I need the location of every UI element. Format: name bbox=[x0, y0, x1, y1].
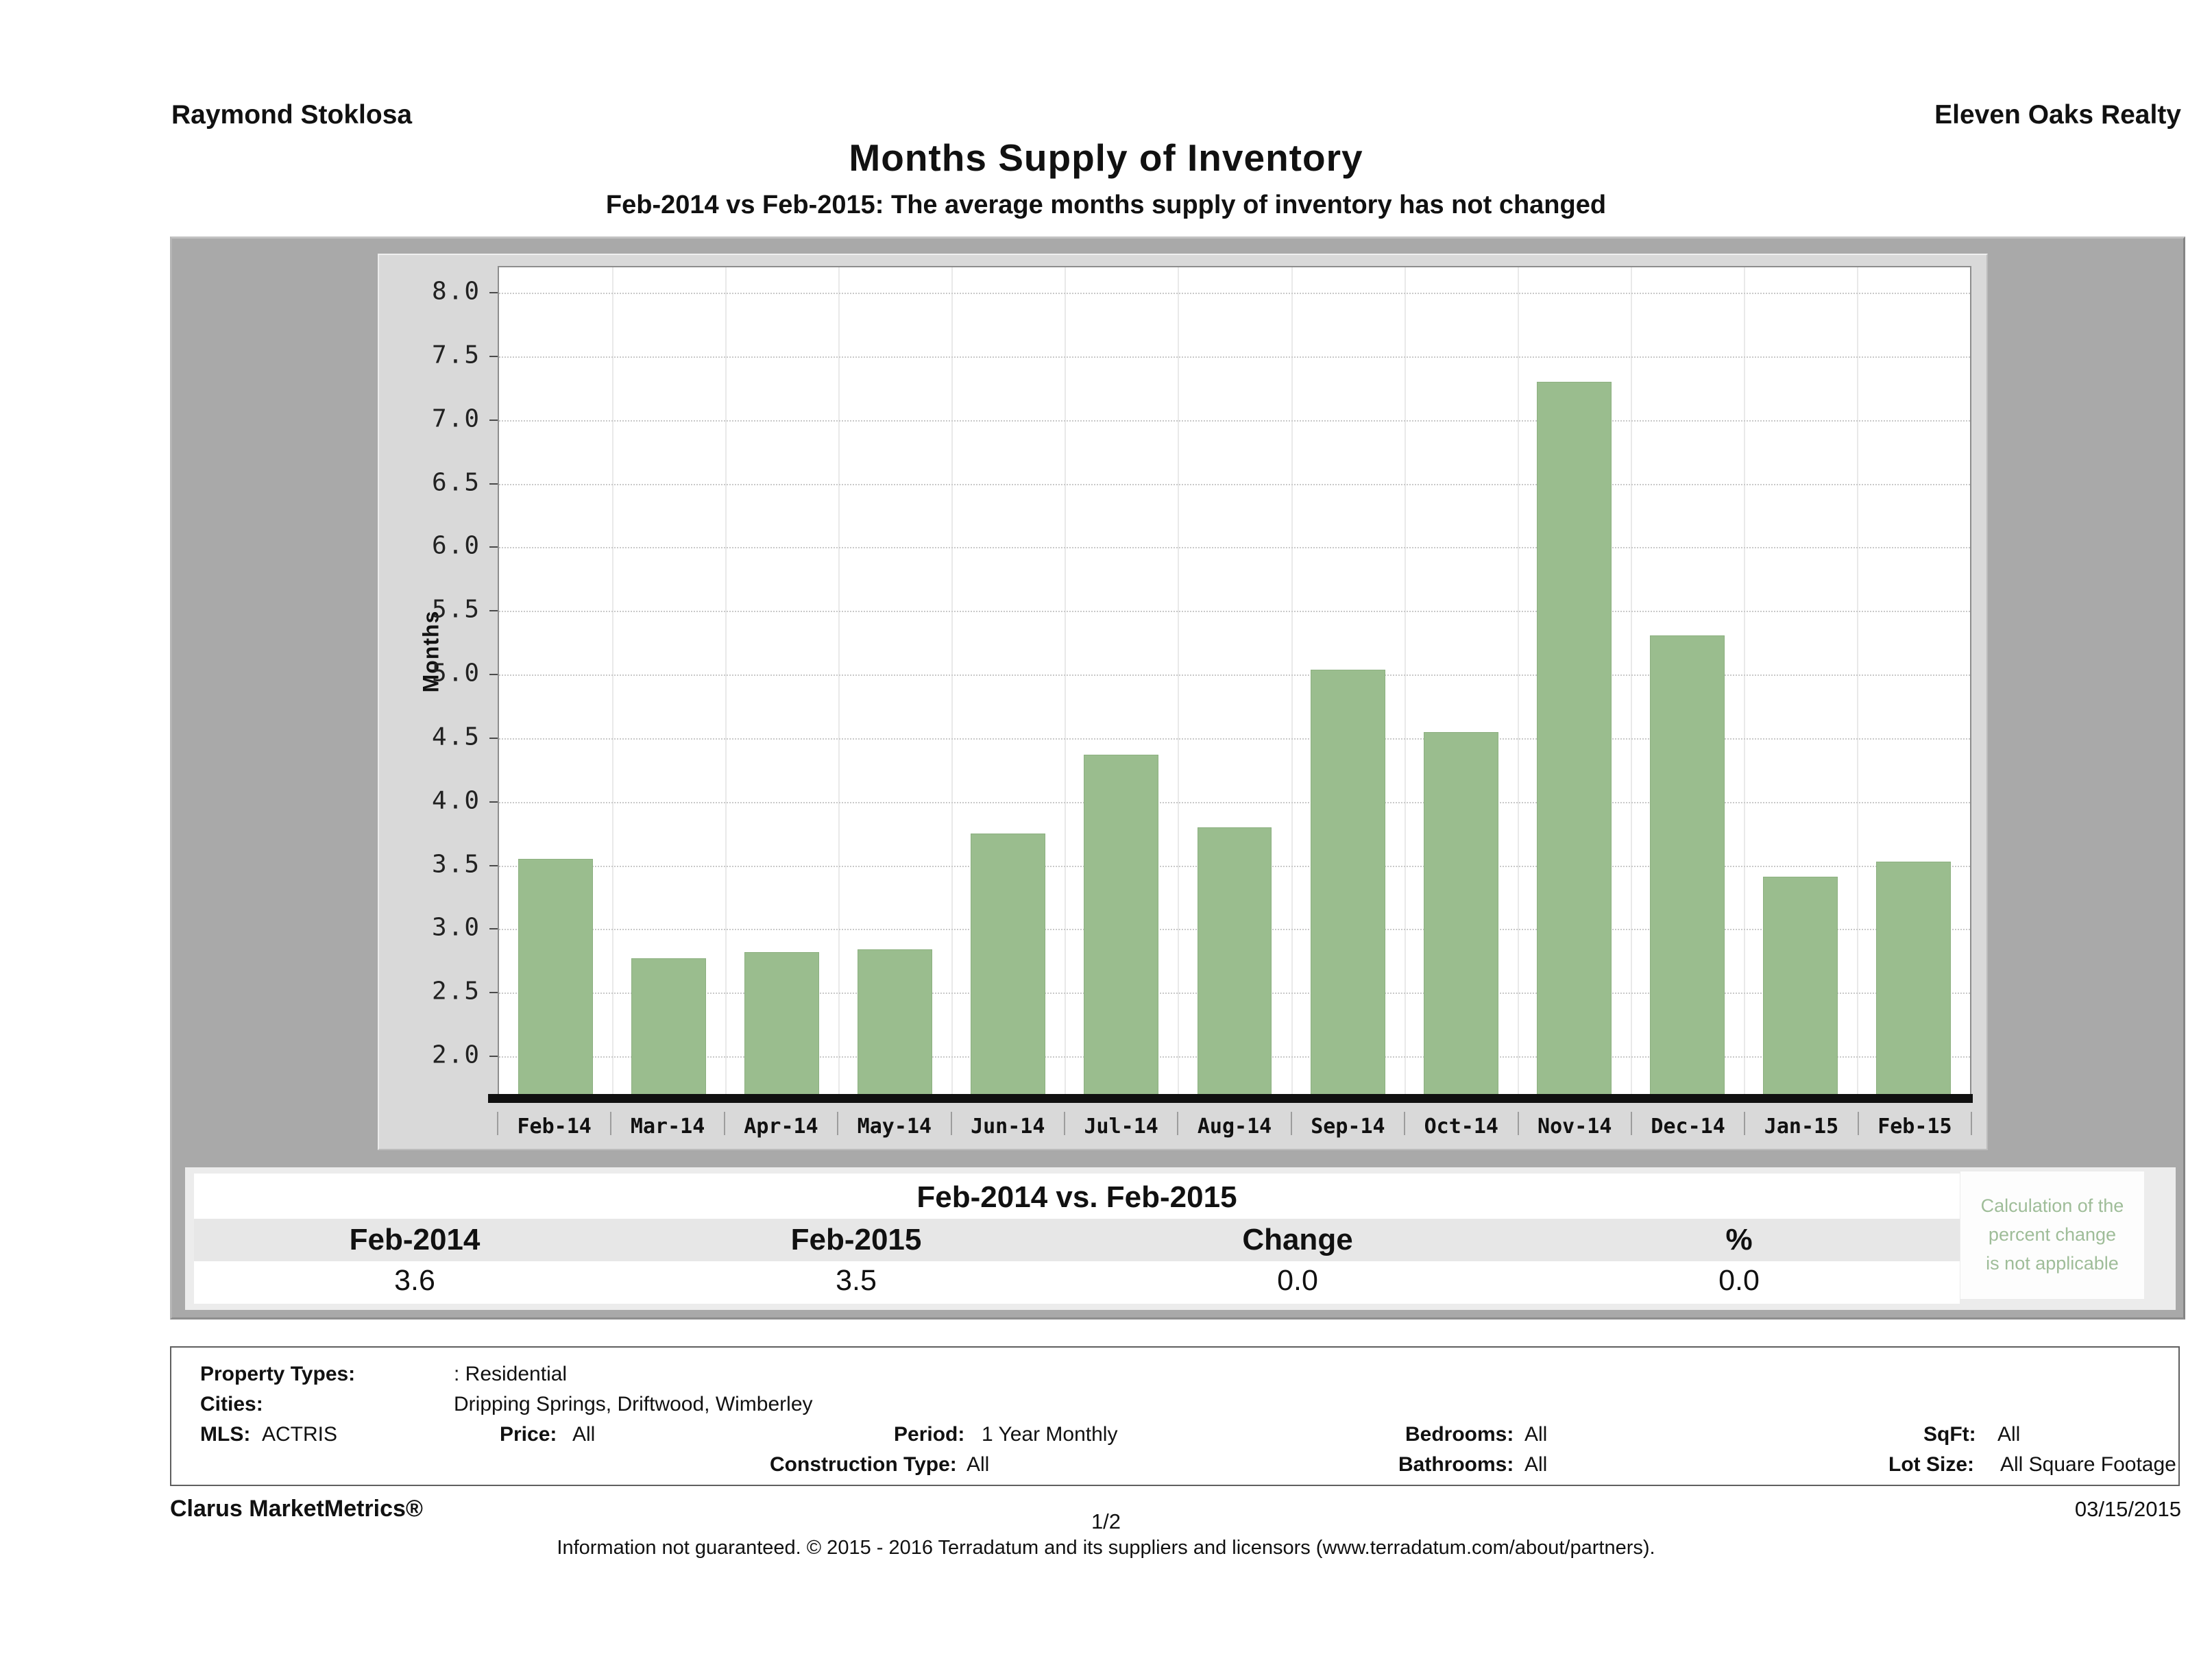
lot-size-value: All Square Footage bbox=[2000, 1453, 2176, 1476]
y-tick-label-3.0: 3.0 bbox=[431, 913, 481, 942]
note-line: Calculation of the bbox=[1980, 1195, 2124, 1217]
gridline-7.0 bbox=[499, 420, 1970, 422]
property-types-value: : Residential bbox=[454, 1363, 568, 1385]
bar-nov-14 bbox=[1537, 382, 1612, 1101]
gridline-4.5 bbox=[499, 738, 1970, 740]
brand-name: Clarus MarketMetrics® bbox=[170, 1496, 423, 1522]
period-label: Period: bbox=[894, 1423, 965, 1446]
y-tick-mark bbox=[489, 928, 498, 929]
y-tick-label-7.0: 7.0 bbox=[431, 404, 481, 433]
price-value: All bbox=[572, 1423, 596, 1446]
summary-column-header: % bbox=[1725, 1223, 1753, 1256]
sqft-label: SqFt: bbox=[1923, 1423, 1976, 1446]
bar-mar-14 bbox=[631, 958, 706, 1101]
y-tick-label-6.5: 6.5 bbox=[431, 468, 481, 497]
filters-box bbox=[170, 1346, 2180, 1486]
y-axis-tick-labels bbox=[379, 266, 487, 1099]
x-label-apr-14: Apr-14 bbox=[725, 1108, 838, 1143]
y-tick-label-2.0: 2.0 bbox=[431, 1041, 481, 1069]
bar-feb-15 bbox=[1876, 862, 1951, 1101]
chart-panel bbox=[378, 254, 1988, 1150]
bar-sep-14 bbox=[1311, 670, 1385, 1101]
y-tick-mark bbox=[489, 546, 498, 548]
gridline-6.5 bbox=[499, 484, 1970, 485]
gridline-6.0 bbox=[499, 547, 1970, 548]
category-separator-line bbox=[1857, 267, 1858, 1101]
bar-jul-14 bbox=[1084, 755, 1158, 1101]
lot-size-label: Lot Size: bbox=[1888, 1453, 1974, 1476]
category-separator-line bbox=[1744, 267, 1745, 1101]
price-label: Price: bbox=[500, 1423, 557, 1446]
y-tick-mark bbox=[489, 1056, 498, 1057]
chart-container bbox=[170, 236, 2185, 1320]
y-tick-mark bbox=[489, 801, 498, 803]
summary-table-header-row bbox=[194, 1219, 1960, 1261]
x-label-jun-14: Jun-14 bbox=[951, 1108, 1065, 1143]
y-tick-mark bbox=[489, 992, 498, 993]
category-separator-line bbox=[1631, 267, 1632, 1101]
agent-name: Raymond Stoklosa bbox=[171, 100, 413, 130]
gridline-8.0 bbox=[499, 293, 1970, 294]
bedrooms-value: All bbox=[1524, 1423, 1548, 1446]
gridline-4.0 bbox=[499, 802, 1970, 803]
summary-column-header: Feb-2014 bbox=[349, 1223, 481, 1256]
y-tick-label-8.0: 8.0 bbox=[431, 277, 481, 306]
plot-area bbox=[498, 266, 1971, 1102]
x-label-feb-15: Feb-15 bbox=[1858, 1108, 1971, 1143]
summary-table-value-row bbox=[194, 1261, 1960, 1301]
y-tick-label-5.5: 5.5 bbox=[431, 595, 481, 624]
report-date: 03/15/2015 bbox=[2074, 1497, 2181, 1521]
x-label-sep-14: Sep-14 bbox=[1291, 1108, 1405, 1143]
y-tick-mark bbox=[489, 610, 498, 611]
construction-type-label: Construction Type: bbox=[770, 1453, 957, 1476]
construction-type-value: All bbox=[967, 1453, 990, 1476]
y-tick-label-4.0: 4.0 bbox=[431, 786, 481, 815]
sqft-value: All bbox=[1997, 1423, 2021, 1446]
bar-dec-14 bbox=[1650, 635, 1725, 1101]
category-separator-line bbox=[612, 267, 613, 1101]
x-label-nov-14: Nov-14 bbox=[1518, 1108, 1631, 1143]
summary-table bbox=[194, 1174, 1960, 1304]
y-tick-label-7.5: 7.5 bbox=[431, 341, 481, 369]
report-title: Months Supply of Inventory bbox=[849, 136, 1363, 179]
x-axis-line bbox=[488, 1094, 1973, 1103]
category-separator-line bbox=[951, 267, 953, 1101]
bar-jun-14 bbox=[971, 834, 1045, 1101]
summary-value: 3.5 bbox=[836, 1264, 877, 1297]
bar-may-14 bbox=[858, 949, 932, 1101]
y-tick-label-5.0: 5.0 bbox=[431, 659, 481, 688]
x-label-feb-14: Feb-14 bbox=[498, 1108, 611, 1143]
bar-aug-14 bbox=[1198, 827, 1272, 1101]
category-separator-line bbox=[1065, 267, 1066, 1101]
category-separator-line bbox=[725, 267, 727, 1101]
mls-label: MLS: bbox=[200, 1423, 251, 1446]
note-line: percent change bbox=[1988, 1224, 2117, 1245]
summary-column-header: Change bbox=[1242, 1223, 1353, 1256]
bathrooms-label: Bathrooms: bbox=[1398, 1453, 1514, 1476]
x-label-oct-14: Oct-14 bbox=[1405, 1108, 1518, 1143]
category-separator-line bbox=[1405, 267, 1406, 1101]
y-tick-mark bbox=[489, 865, 498, 866]
report-subtitle: Feb-2014 vs Feb-2015: The average months supply of inventory has not changed bbox=[605, 191, 1607, 219]
summary-value: 0.0 bbox=[1718, 1264, 1760, 1297]
gridline-5.0 bbox=[499, 674, 1970, 676]
gridline-7.5 bbox=[499, 356, 1970, 358]
y-tick-mark bbox=[489, 483, 498, 485]
x-label-dec-14: Dec-14 bbox=[1631, 1108, 1745, 1143]
x-label-jan-15: Jan-15 bbox=[1745, 1108, 1858, 1143]
summary-value: 3.6 bbox=[394, 1264, 435, 1297]
summary-column-header: Feb-2015 bbox=[790, 1223, 922, 1256]
x-label-aug-14: Aug-14 bbox=[1178, 1108, 1291, 1143]
bedrooms-label: Bedrooms: bbox=[1405, 1423, 1514, 1446]
percent-change-note bbox=[1960, 1171, 2144, 1299]
bar-jan-15 bbox=[1763, 877, 1838, 1101]
page-number: 1/2 bbox=[1091, 1509, 1121, 1533]
y-tick-mark bbox=[489, 292, 498, 293]
bathrooms-value: All bbox=[1524, 1453, 1548, 1476]
note-line: is not applicable bbox=[1986, 1252, 2119, 1274]
y-tick-label-4.5: 4.5 bbox=[431, 722, 481, 751]
y-tick-mark bbox=[489, 356, 498, 357]
summary-panel bbox=[185, 1167, 2176, 1310]
gridline-5.5 bbox=[499, 611, 1970, 612]
category-separator-line bbox=[1291, 267, 1293, 1101]
bar-oct-14 bbox=[1424, 732, 1498, 1101]
bar-apr-14 bbox=[744, 952, 819, 1101]
disclaimer: Information not guaranteed. © 2015 - 2016 Terradatum and its suppliers and licensors (www.terradatum.com/about/partners). bbox=[557, 1537, 1655, 1559]
x-axis-labels bbox=[498, 1108, 1971, 1143]
cities-value: Dripping Springs, Driftwood, Wimberley bbox=[454, 1393, 813, 1415]
summary-value: 0.0 bbox=[1277, 1264, 1318, 1297]
mls-value: ACTRIS bbox=[262, 1423, 338, 1446]
category-separator-line bbox=[838, 267, 840, 1101]
y-tick-label-2.5: 2.5 bbox=[431, 977, 481, 1006]
category-separator-line bbox=[1518, 267, 1519, 1101]
cities-label: Cities: bbox=[200, 1393, 263, 1415]
y-axis-title: Months bbox=[418, 610, 443, 693]
bar-feb-14 bbox=[518, 859, 593, 1101]
x-label-jul-14: Jul-14 bbox=[1065, 1108, 1178, 1143]
property-types-label: Property Types: bbox=[200, 1363, 356, 1385]
summary-table-title: Feb-2014 vs. Feb-2015 bbox=[916, 1180, 1237, 1214]
x-label-may-14: May-14 bbox=[838, 1108, 951, 1143]
period-value: 1 Year Monthly bbox=[982, 1423, 1118, 1446]
x-label-mar-14: Mar-14 bbox=[611, 1108, 724, 1143]
category-separator-line bbox=[1178, 267, 1179, 1101]
y-tick-label-3.5: 3.5 bbox=[431, 850, 481, 879]
y-tick-mark bbox=[489, 738, 498, 739]
company-name: Eleven Oaks Realty bbox=[1934, 100, 2181, 130]
y-tick-mark bbox=[489, 674, 498, 675]
y-tick-label-6.0: 6.0 bbox=[431, 531, 481, 560]
y-tick-mark bbox=[489, 420, 498, 421]
